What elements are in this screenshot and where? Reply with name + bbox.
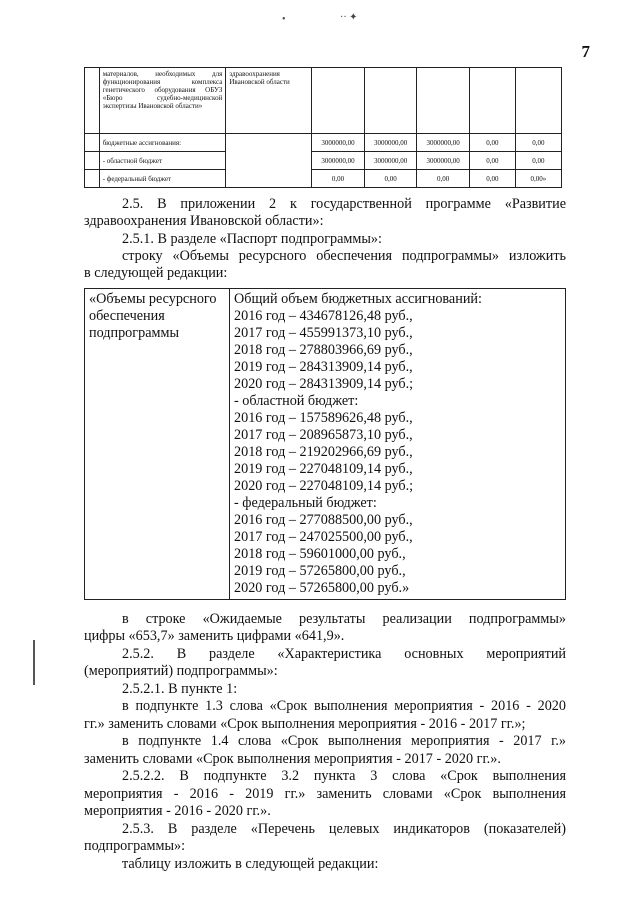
value-line: Общий объем бюджетных ассигнований:	[234, 291, 482, 307]
paragraph-line: 2.5.2.1. В пункте 1:	[122, 681, 238, 697]
table-cell	[226, 134, 312, 188]
top-budget-table	[84, 67, 562, 188]
paragraph-line: 2.5.3. В разделе «Перечень целевых индикаторов (показателей)	[122, 821, 566, 837]
value-line: 2019 год – 227048109,14 руб.,	[234, 461, 413, 477]
resource-table-values-cell	[230, 289, 566, 600]
value-line: 2019 год – 57265800,00 руб.,	[234, 563, 406, 579]
table-cell: 3000000,00	[312, 134, 365, 152]
table-cell: бюджетные ассигнования:	[99, 134, 226, 152]
value-line: 2020 год – 227048109,14 руб.;	[234, 478, 414, 494]
table-cell: 3000000,00	[417, 152, 470, 170]
table-cell: 0,00	[469, 134, 515, 152]
table-cell: здравоохранения Ивановской области	[226, 68, 312, 134]
value-line: 2018 год – 278803966,69 руб.,	[234, 342, 413, 358]
paragraph-line: строку «Объемы ресурсного обеспечения подпрограммы» изложить	[122, 248, 566, 264]
value-line: 2017 год – 455991373,10 руб.,	[234, 325, 413, 341]
table-cell: 0,00	[469, 170, 515, 188]
value-line: 2020 год – 57265800,00 руб.»	[234, 580, 410, 596]
value-line: 2018 год – 59601000,00 руб.,	[234, 546, 406, 562]
table-cell: - областной бюджет	[99, 152, 226, 170]
table-cell: 0,00	[312, 170, 365, 188]
value-line: 2018 год – 219202966,69 руб.,	[234, 444, 413, 460]
table-cell: материалов, необходимых для функционирования комплекса генетического оборудования ОБУЗ «Бюро судебно-медицинской экспертизы Ивановской области»	[99, 68, 226, 134]
resource-table	[84, 288, 566, 600]
paragraph-line: (мероприятий) подпрограммы»:	[84, 663, 278, 679]
value-line: - федеральный бюджет:	[234, 495, 377, 511]
page-number: 7	[581, 42, 590, 61]
table-cell: 3000000,00	[312, 152, 365, 170]
paragraph-line: мероприятия - 2016 - 2019 гг.» заменить словами «Срок выполнения	[84, 786, 566, 802]
table-cell	[515, 68, 561, 134]
value-line: 2016 год – 157589626,48 руб.,	[234, 410, 413, 426]
paragraph-line: 2.5.1. В разделе «Паспорт подпрограммы»:	[122, 231, 382, 247]
paragraph-line: в следующей редакции:	[84, 265, 228, 281]
table-row	[85, 289, 566, 600]
table-cell	[364, 68, 417, 134]
paragraph-line: 2.5. В приложении 2 к государственной программе «Развитие	[122, 196, 566, 212]
scan-mark: •	[282, 14, 286, 25]
table-cell	[85, 134, 100, 152]
table-cell: 3000000,00	[417, 134, 470, 152]
label-line: подпрограммы	[89, 325, 179, 341]
paragraph-line: 2.5.2.2. В подпункте 3.2 пункта 3 слова «Срок выполнения	[122, 768, 566, 784]
paragraph-line: подпрограммы»:	[84, 838, 186, 854]
table-cell	[85, 68, 100, 134]
table-cell: 0,00	[515, 152, 561, 170]
label-line: обеспечения	[89, 308, 165, 324]
table-cell: 3000000,00	[364, 152, 417, 170]
table-cell: 0,00	[417, 170, 470, 188]
paragraph-line: цифры «653,7» заменить цифрами «641,9».	[84, 628, 345, 644]
scan-mark: ·· ✦	[340, 12, 358, 23]
paragraph-line: в подпункте 1.4 слова «Срок выполнения мероприятия - 2017 г.»	[122, 733, 566, 749]
table-row	[85, 68, 562, 134]
paragraph-line: мероприятия - 2016 - 2020 гг.».	[84, 803, 271, 819]
value-line: - областной бюджет:	[234, 393, 359, 409]
table-cell	[417, 68, 470, 134]
table-row	[85, 152, 562, 170]
table-cell: 0,00»	[515, 170, 561, 188]
margin-mark	[33, 640, 35, 685]
table-row	[85, 134, 562, 152]
table-cell	[312, 68, 365, 134]
paragraph-line: таблицу изложить в следующей редакции:	[122, 856, 379, 872]
table-cell	[469, 68, 515, 134]
paragraph-line: заменить словами «Срок выполнения мероприятия - 2017 - 2020 гг.».	[84, 751, 501, 767]
table-row	[85, 170, 562, 188]
table-cell: 0,00	[469, 152, 515, 170]
table-cell: 0,00	[364, 170, 417, 188]
paragraph-line: гг.» заменить словами «Срок выполнения мероприятия - 2016 - 2017 гг.»;	[84, 716, 526, 732]
value-line: 2016 год – 277088500,00 руб.,	[234, 512, 413, 528]
paragraph-line: 2.5.2. В разделе «Характеристика основных мероприятий	[122, 646, 566, 662]
table-cell	[85, 170, 100, 188]
table-cell: - федеральный бюджет	[99, 170, 226, 188]
value-line: 2017 год – 208965873,10 руб.,	[234, 427, 413, 443]
table-cell: 3000000,00	[364, 134, 417, 152]
value-line: 2016 год – 434678126,48 руб.,	[234, 308, 413, 324]
value-line: 2019 год – 284313909,14 руб.,	[234, 359, 413, 375]
label-line: «Объемы ресурсного	[89, 291, 217, 307]
table-cell	[85, 152, 100, 170]
value-line: 2017 год – 247025500,00 руб.,	[234, 529, 413, 545]
value-line: 2020 год – 284313909,14 руб.;	[234, 376, 414, 392]
resource-table-label-cell	[85, 289, 230, 600]
paragraph-line: здравоохранения Ивановской области»:	[84, 213, 324, 229]
table-cell: 0,00	[515, 134, 561, 152]
paragraph-line: в подпункте 1.3 слова «Срок выполнения мероприятия - 2016 - 2020	[122, 698, 566, 714]
paragraph-line: в строке «Ожидаемые результаты реализации подпрограммы»	[122, 611, 566, 627]
